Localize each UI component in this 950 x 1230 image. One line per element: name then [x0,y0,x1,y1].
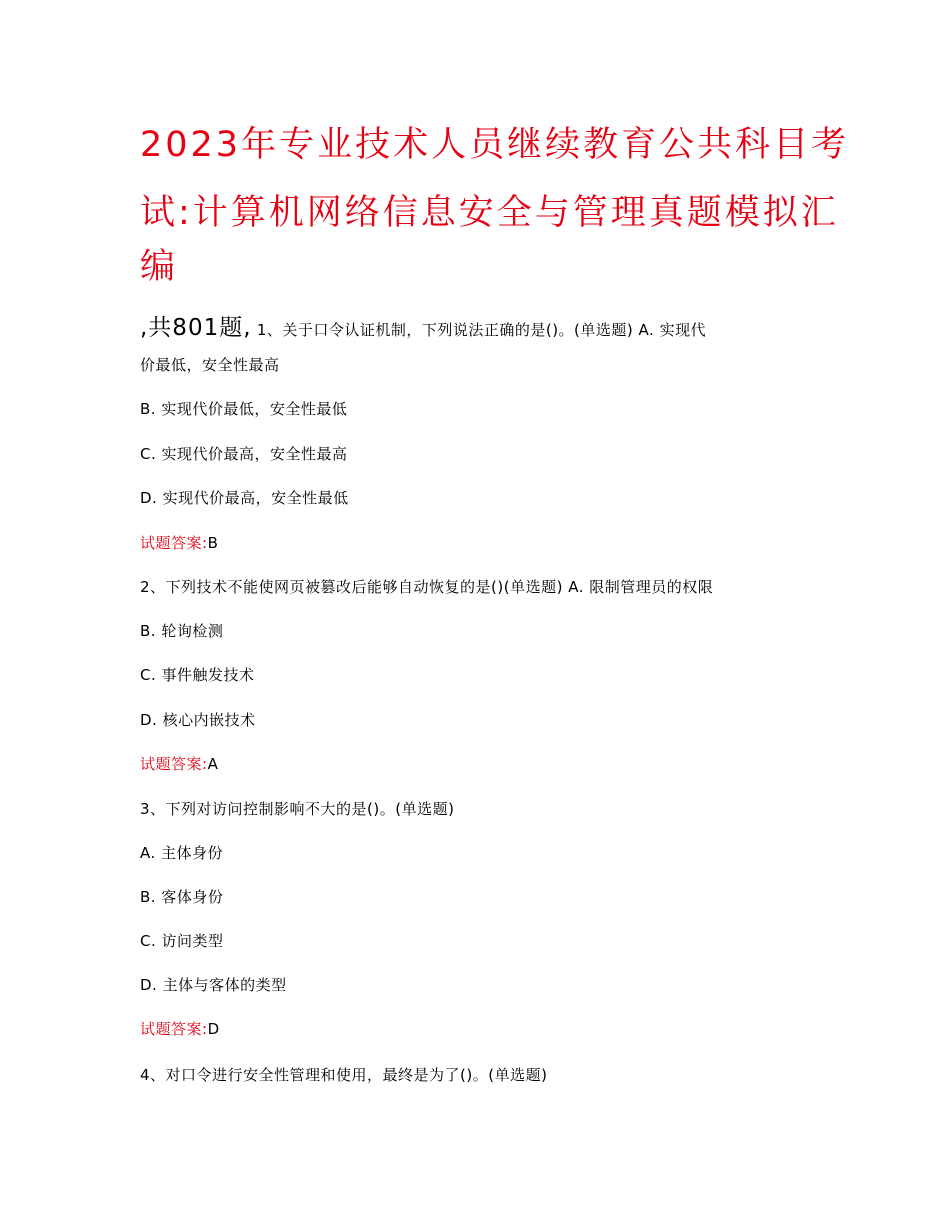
question-count: ,共801题, [140,315,252,341]
q1-option-d: D. 实现代价最高，安全性最低 [140,489,349,507]
q1-option-c: C. 实现代价最高，安全性最高 [140,445,348,463]
answer-value: B [207,534,219,552]
q1-stem-cont: 价最低，安全性最高 [140,356,280,374]
answer-label: 试题答案: [140,1020,208,1038]
answer-value: D [207,1020,220,1038]
answer-label: 试题答案: [140,755,208,773]
q3-stem: 3、下列对访问控制影响不大的是()。(单选题) [140,800,455,818]
q3-answer [140,1022,220,1037]
q3-option-c: C. 访问类型 [140,932,224,950]
q2-stem: 2、下列技术不能使网页被篡改后能够自动恢复的是()(单选题) A. 限制管理员的权限 [140,578,714,596]
title-line-2: 试:计算机网络信息安全与管理真题模拟汇 [140,193,839,233]
q1-stem: 1、关于口令认证机制，下列说法正确的是()。(单选题) A. 实现代 [256,321,707,339]
q3-option-d: D. 主体与客体的类型 [140,976,287,994]
title-line-3: 编 [140,247,179,287]
answer-value: A [207,755,219,773]
q2-option-d: D. 核心内嵌技术 [140,711,256,729]
q1-option-b: B. 实现代价最低，安全性最低 [140,400,348,418]
answer-label: 试题答案: [140,534,208,552]
q2-option-c: C. 事件触发技术 [140,666,255,684]
q2-option-b: B. 轮询检测 [140,622,224,640]
title-line-1: 2023年专业技术人员继续教育公共科目考 [140,125,850,165]
q3-option-b: B. 客体身份 [140,888,224,906]
q1-answer [140,536,218,551]
q4-stem: 4、对口令进行安全性管理和使用，最终是为了()。(单选题) [140,1066,548,1084]
q3-option-a: A. 主体身份 [140,844,224,862]
intro-line [140,317,706,340]
q2-answer [140,757,218,772]
